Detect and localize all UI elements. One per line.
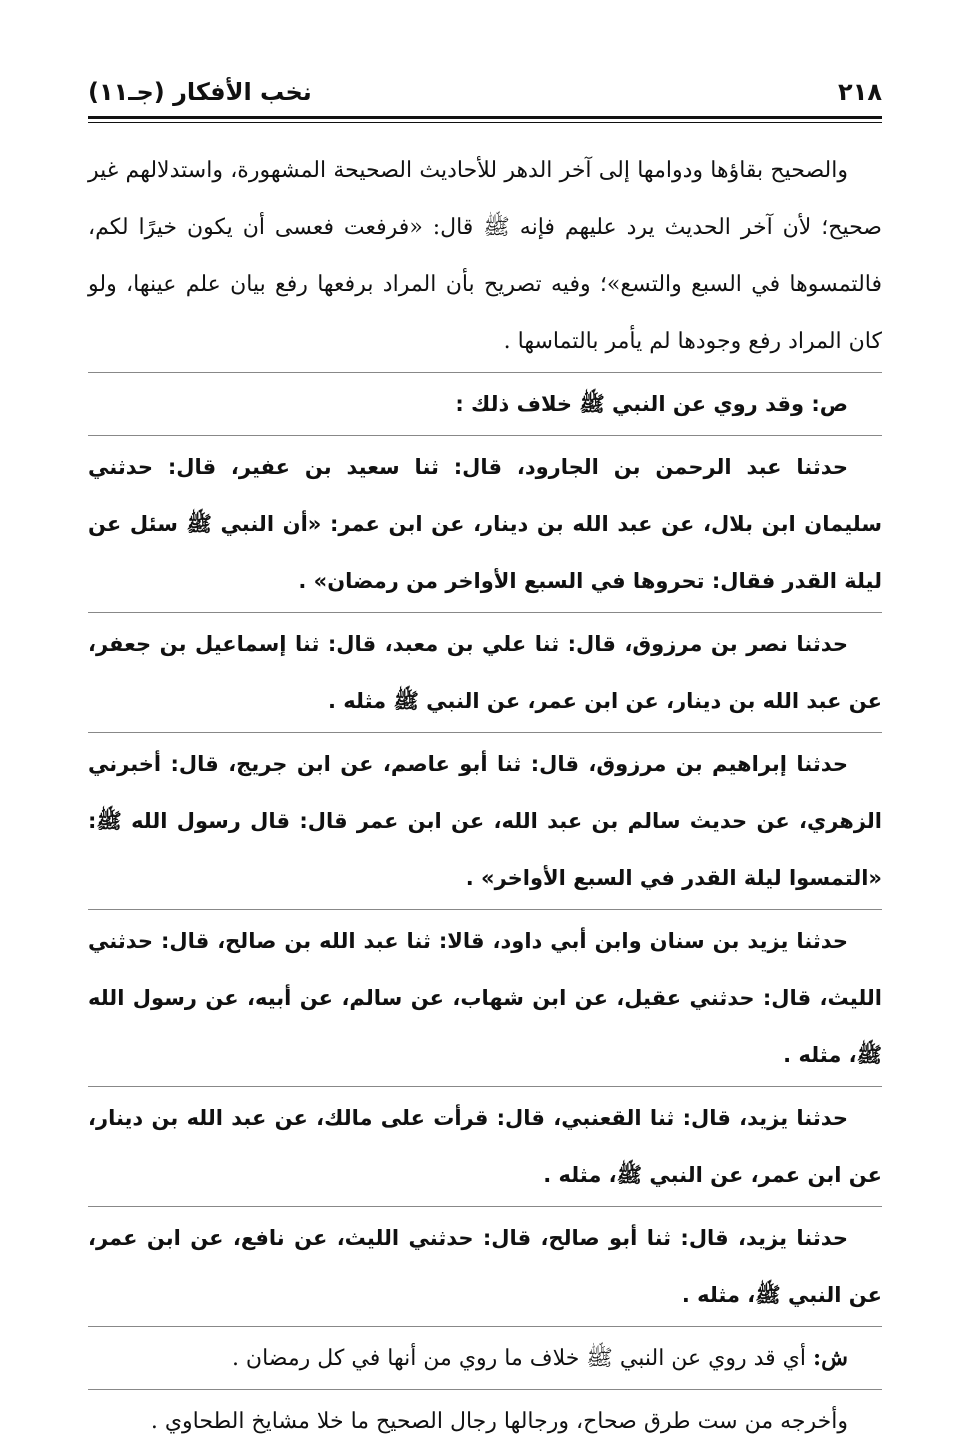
paragraph-hadith: حدثنا إبراهيم بن مرزوق، قال: ثنا أبو عاصم، عن ابن جريج، قال: أخبرني الزهري، عن حديث سالم بن عبد الله، عن ابن عمر قال: قال رسول الله ﷺ: «التمسوا ليلة القدر في السبع الأواخر» .	[88, 752, 882, 890]
paragraph-hadith: حدثنا يزيد، قال: ثنا أبو صالح، قال: حدثني الليث، عن نافع، عن ابن عمر، عن النبي ﷺ، مثله .	[88, 1226, 882, 1307]
section-divider	[88, 732, 882, 733]
paragraph-hadith: حدثنا يزيد بن سنان وابن أبي داود، قالا: ثنا عبد الله بن صالح، قال: حدثني الليث، قال: حدثني عقيل، عن ابن شهاب، عن سالم، عن أبيه، عن رسول الله ﷺ، مثله .	[88, 929, 882, 1067]
page-header	[88, 72, 882, 112]
header-rule-thin	[88, 122, 882, 123]
section-divider	[88, 612, 882, 613]
section-divider	[88, 435, 882, 436]
section-divider	[88, 1389, 882, 1390]
explanation-text: أي قد روي عن النبي ﷺ خلاف ما روي من أنها في كل رمضان .	[231, 1346, 814, 1371]
paragraph-hadith: حدثنا نصر بن مرزوق، قال: ثنا علي بن معبد، قال: ثنا إسماعيل بن جعفر، عن عبد الله بن دينار، عن ابن عمر، عن النبي ﷺ مثله .	[88, 632, 882, 713]
section-divider	[88, 1326, 882, 1327]
section-divider	[88, 372, 882, 373]
page-number: ٢١٨	[838, 78, 882, 106]
section-divider	[88, 1206, 882, 1207]
section-divider	[88, 1086, 882, 1087]
text-label: ص:	[811, 392, 848, 416]
paragraph-commentary: والصحيح بقاؤها ودوامها إلى آخر الدهر للأحاديث الصحيحة المشهورة، واستدلالهم غير صحيح؛ لأن آخر الحديث يرد عليهم فإنه ﷺ قال: «فرفعت فعسى أن يكون خيرًا لكم، فالتمسوها في السبع والتسع»؛ وفيه تصريح بأن المراد برفعها رفع بيان علم عينها، ولو كان المراد رفع وجودها لم يأمر بالتماسها .	[88, 158, 882, 354]
paragraph-hadith: حدثنا يزيد، قال: ثنا القعنبي، قال: قرأت على مالك، عن عبد الله بن دينار، عن ابن عمر، عن النبي ﷺ، مثله .	[88, 1106, 882, 1187]
page-body	[88, 142, 882, 1450]
section-divider	[88, 909, 882, 910]
paragraph-explanation	[88, 1330, 882, 1387]
book-title: نخب الأفكار (جـ١١)	[88, 78, 312, 106]
header-rule-thick	[88, 116, 882, 119]
explanation-label: ش:	[813, 1345, 848, 1371]
paragraph-commentary: وأخرجه من ست طرق صحاح، ورجالها رجال الصحيح ما خلا مشايخ الطحاوي .	[150, 1409, 848, 1434]
paragraph-text-heading	[88, 376, 882, 433]
text-heading: وقد روي عن النبي ﷺ خلاف ذلك :	[455, 392, 812, 416]
paragraph-hadith: حدثنا عبد الرحمن بن الجارود، قال: ثنا سعيد بن عفير، قال: حدثني سليمان ابن بلال، عن عبد الله بن دينار، عن ابن عمر: «أن النبي ﷺ سئل عن ليلة القدر فقال: تحروها في السبع الأواخر من رمضان» .	[88, 455, 882, 593]
